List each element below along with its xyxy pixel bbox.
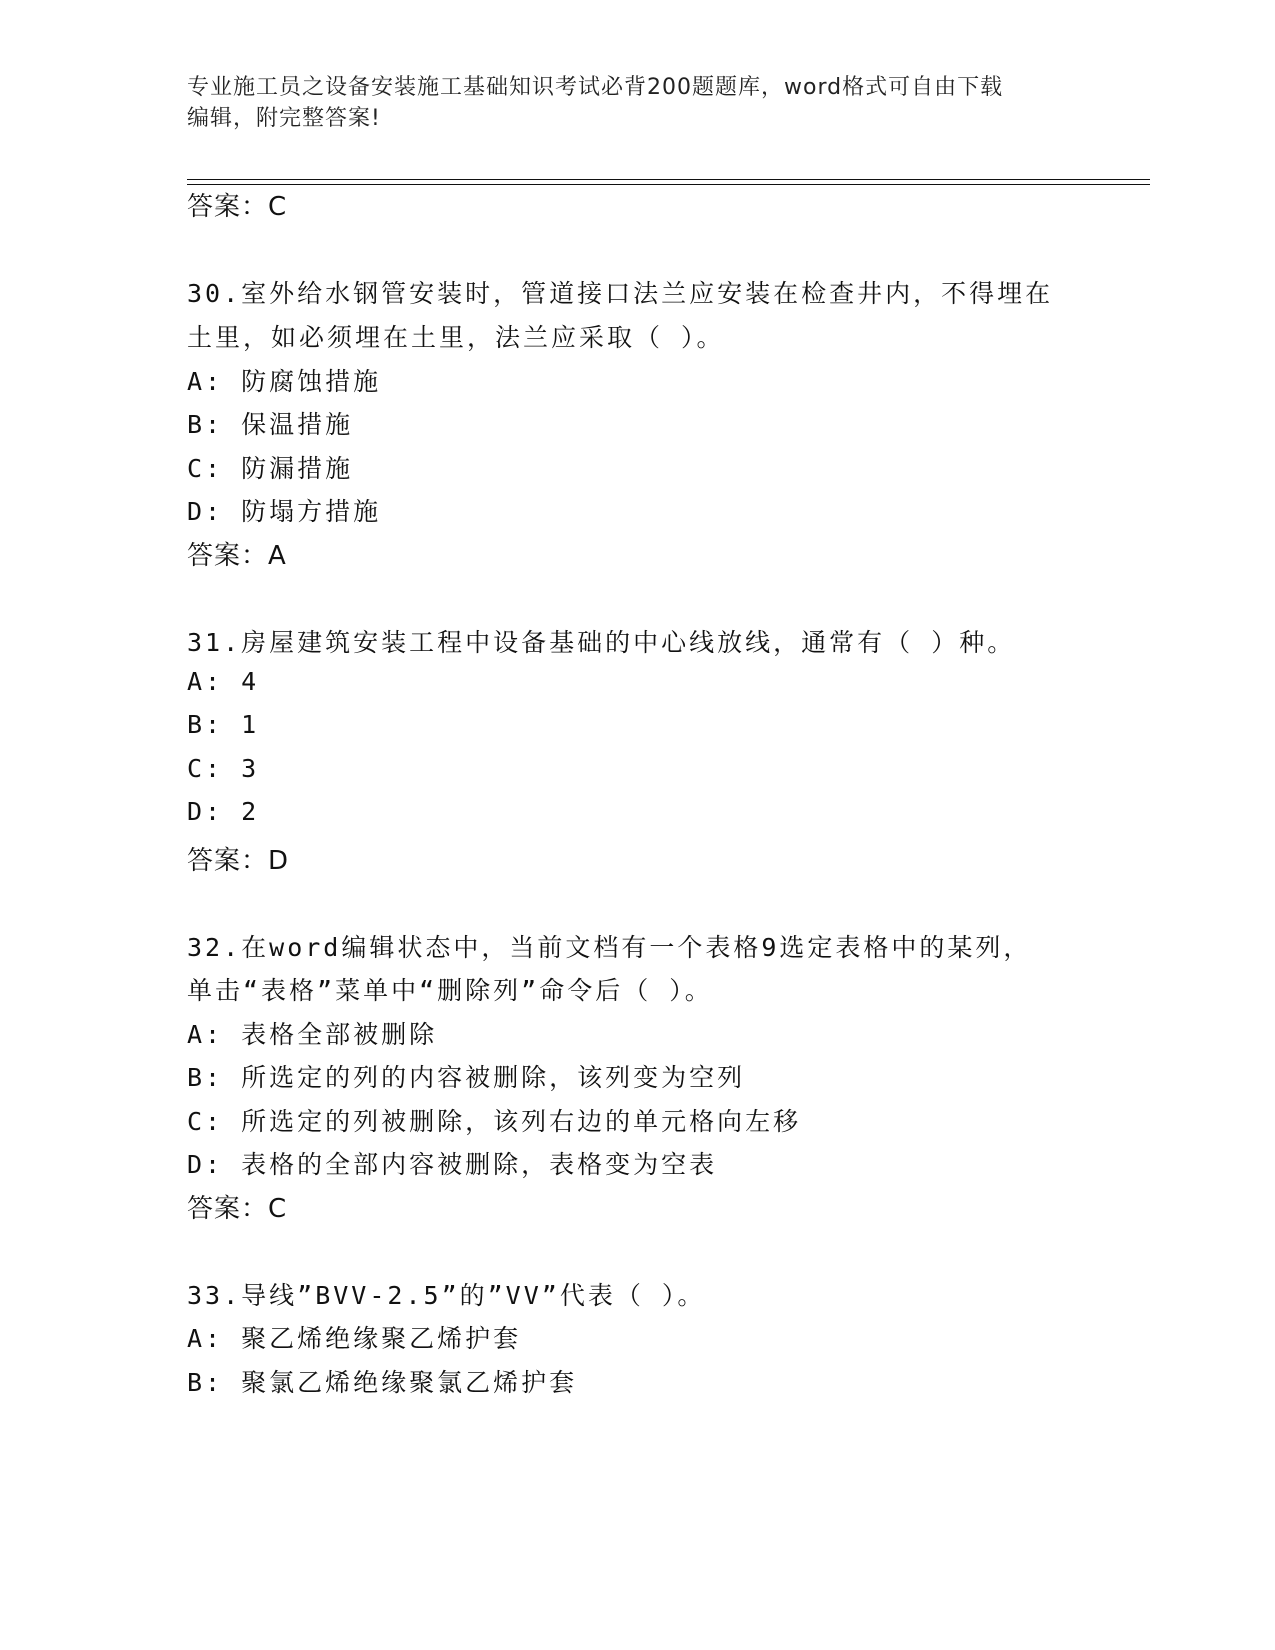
question-30-option-b: B: 保温措施 [187,410,354,439]
question-32-answer: 答案：C [187,1194,288,1224]
question-32-option-c: C: 所选定的列被删除，该列右边的单元格向左移 [187,1107,802,1136]
header-title-line-1: 专业施工员之设备安装施工基础知识考试必背200题题库，word格式可自由下载 [187,75,1004,100]
question-32-option-d: D: 表格的全部内容被删除，表格变为空表 [187,1150,718,1179]
question-33-stem-line-1: 33.导线”BVV-2.5”的”VV”代表（ ）。 [187,1281,706,1310]
question-32-stem-line-1: 32.在word编辑状态中，当前文档有一个表格9选定表格中的某列， [187,933,1032,962]
question-30-option-c: C: 防漏措施 [187,454,354,483]
question-33-option-b: B: 聚氯乙烯绝缘聚氯乙烯护套 [187,1368,578,1397]
question-31-option-b: B: 1 [187,710,260,739]
question-32-option-b: B: 所选定的列的内容被删除，该列变为空列 [187,1063,746,1092]
question-31-stem-line-1: 31.房屋建筑安装工程中设备基础的中心线放线，通常有（ ）种。 [187,628,1016,657]
question-33-option-a: A: 聚乙烯绝缘聚乙烯护套 [187,1324,522,1353]
question-30-stem-line-1: 30.室外给水钢管安装时，管道接口法兰应安装在检查井内，不得埋在 [187,279,1054,308]
question-30-stem-line-2: 土里，如必须埋在土里，法兰应采取（ ）。 [187,323,725,352]
header-divider-bottom [187,184,1150,185]
question-31-option-a: A: 4 [187,667,260,696]
header-divider-top [187,179,1150,180]
question-30-option-a: A: 防腐蚀措施 [187,367,382,396]
header-title-line-2: 编辑，附完整答案! [187,106,381,131]
question-30-answer: 答案：A [187,541,287,571]
question-30-option-d: D: 防塌方措施 [187,497,382,526]
question-32-stem-line-2: 单击“表格”菜单中“删除列”命令后（ ）。 [187,976,713,1005]
question-32-option-a: A: 表格全部被删除 [187,1020,438,1049]
document-header [187,72,1067,134]
previous-answer: 答案：C [187,192,288,222]
question-31-option-c: C: 3 [187,754,260,783]
question-31-option-d: D: 2 [187,797,260,826]
question-31-answer: 答案：D [187,846,290,876]
